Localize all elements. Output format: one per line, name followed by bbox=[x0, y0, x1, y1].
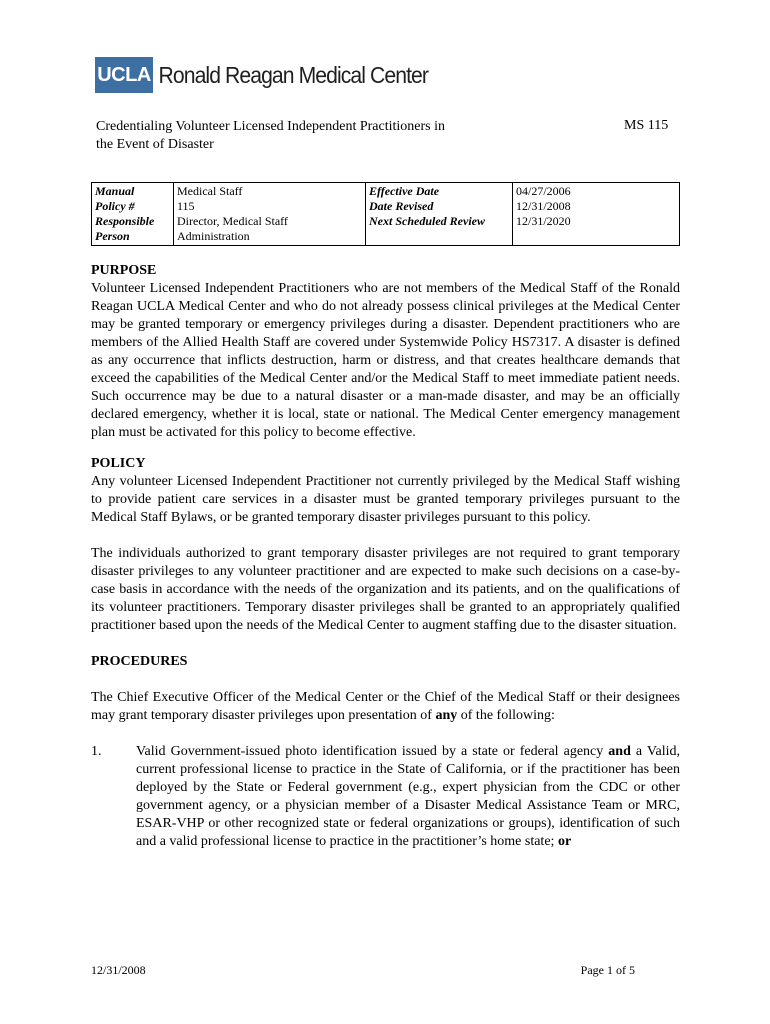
policy-meta-table bbox=[91, 182, 680, 246]
responsible-label-1: Responsible bbox=[95, 214, 155, 228]
effective-value: 04/27/2006 bbox=[516, 184, 571, 198]
meta-date-labels bbox=[366, 183, 513, 246]
effective-label: Effective Date bbox=[369, 184, 440, 198]
footer-page-number: Page 1 of 5 bbox=[580, 963, 635, 977]
responsible-value-2: Administration bbox=[177, 229, 250, 243]
ucla-logo bbox=[95, 57, 452, 93]
policy-label: Policy # bbox=[95, 199, 135, 213]
next-review-value: 12/31/2020 bbox=[516, 214, 571, 228]
policy-code: MS 115 bbox=[624, 118, 669, 133]
meta-date-values bbox=[513, 183, 680, 246]
purpose-heading: PURPOSE bbox=[91, 263, 157, 278]
document-title bbox=[96, 118, 496, 154]
logo-name: Ronald Reagan Medical Center bbox=[158, 61, 429, 88]
item1-text-a: Valid Government-issued photo identification issued by a state or federal agency bbox=[136, 744, 609, 759]
policy-text-2: The individuals authorized to grant temporary disaster privileges are not required to grant temporary disaster privileges to any volunteer practitioner and are expected to make such decisions on a case-by-case basis in accordance with the needs of the organization and its patients, and on the qualifications of its volunteer practitioners. Temporary disaster privileges shall be granted to an appropriately qualified practitioner based upon the needs of the Medical Center to augment staffing due to the disaster situation. bbox=[91, 546, 680, 633]
meta-labels bbox=[92, 183, 174, 246]
item1-bold-and: and bbox=[608, 744, 631, 759]
next-review-label: Next Scheduled Review bbox=[369, 214, 485, 228]
item1-bold-or: or bbox=[557, 834, 572, 849]
item1-text-b: a Valid, current professional license to practice in the State of California, or if the practitioner has been deployed by the State or Federal government (e.g., expert physician from the CDC or other government agency, or a physician member of a Disaster Medical Assistance Team or MRC, ESAR-VHP or other recognized state or federal organizations or groups), identification of such and a valid professional license to practice in the practitioner’s home state; bbox=[136, 744, 680, 849]
title-line-2: the Event of Disaster bbox=[96, 137, 214, 152]
responsible-label-2: Person bbox=[95, 229, 130, 243]
purpose-text: Volunteer Licensed Independent Practitioners who are not members of the Medical Staff of the Ronald Reagan UCLA Medical Center and who do not already possess clinical privileges at the Medical Center may be granted temporary or emergency privileges during a disaster. Dependent practitioners who are members of the Allied Health Staff are covered under Systemwide Policy HS7317. A disaster is defined as any occurrence that inflicts destruction, harm or distress, and that creates healthcare demands that exceed the capabilities of the Medical Center and/or the Medical Staff to meet immediate patient needs. Such occurrence may be due to a natural disaster or a man-made disaster, and may be an officially declared emergency, whether it is local, state or national. The Medical Center emergency management plan must be activated for this policy to become effective. bbox=[91, 281, 680, 440]
intro-bold: any bbox=[435, 708, 458, 723]
policy-heading: POLICY bbox=[91, 456, 146, 471]
logo-abbr: UCLA bbox=[95, 57, 153, 93]
policy-value: 115 bbox=[177, 199, 195, 213]
revised-label: Date Revised bbox=[369, 199, 434, 213]
document-body bbox=[91, 262, 680, 851]
revised-value: 12/31/2008 bbox=[516, 199, 571, 213]
meta-values bbox=[174, 183, 366, 246]
manual-label: Manual bbox=[95, 184, 135, 198]
procedures-heading: PROCEDURES bbox=[91, 654, 188, 669]
procedure-item-1 bbox=[91, 743, 680, 851]
footer-date: 12/31/2008 bbox=[91, 963, 146, 977]
meta-row bbox=[92, 183, 680, 246]
intro-text-a: The Chief Executive Officer of the Medical Center or the Chief of the Medical Staff or their designees may grant temporary disaster privileges upon presentation of bbox=[91, 690, 680, 723]
item-number: 1. bbox=[91, 744, 102, 759]
policy-text-1: Any volunteer Licensed Independent Practitioner not currently privileged by the Medical Staff wishing to provide patient care services in a disaster must be granted temporary privileges pursuant to the Medical Staff Bylaws, or be granted temporary disaster privileges pursuant to this policy. bbox=[91, 474, 680, 525]
responsible-value-1: Director, Medical Staff bbox=[177, 214, 288, 228]
item-text bbox=[136, 743, 680, 851]
procedures-intro bbox=[91, 689, 680, 725]
title-line-1: Credentialing Volunteer Licensed Independent Practitioners in bbox=[96, 119, 445, 134]
manual-value: Medical Staff bbox=[177, 184, 243, 198]
intro-text-b: of the following: bbox=[457, 708, 555, 723]
